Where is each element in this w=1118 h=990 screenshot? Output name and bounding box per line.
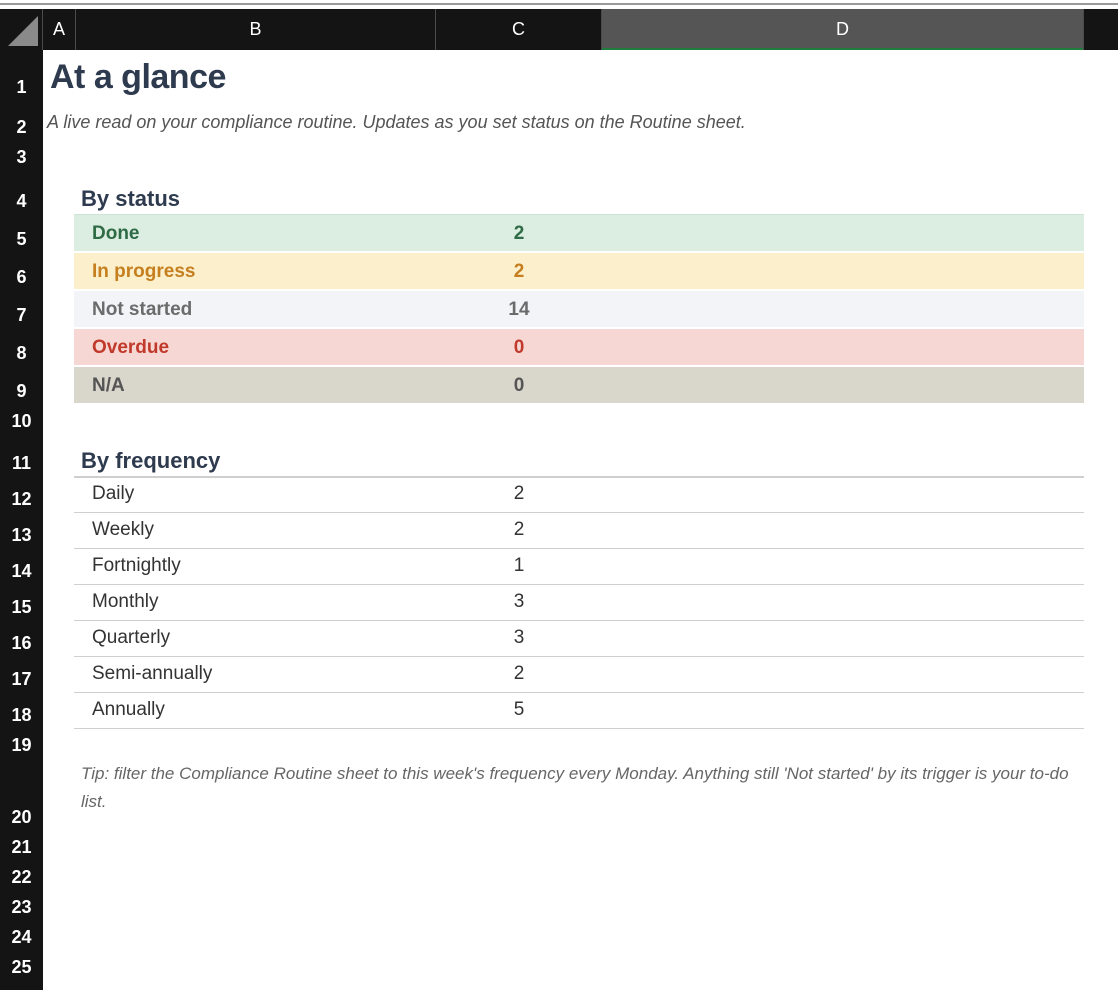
row-header-13[interactable]: 13 [11, 525, 32, 545]
row-header-8[interactable]: 8 [16, 343, 27, 363]
status-row-in-progress[interactable] [74, 253, 1084, 289]
frequency-row-semi-annually[interactable] [74, 657, 1084, 693]
frequency-row-weekly[interactable] [74, 513, 1084, 549]
frequency-row-annually[interactable] [74, 693, 1084, 729]
status-row-not-started[interactable] [74, 291, 1084, 327]
tip-note[interactable]: Tip: filter the Compliance Routine sheet to this week's frequency every Monday. Anything still 'Not started' by its trigger is your to-do list. [81, 764, 1069, 811]
frequency-label: Fortnightly [92, 555, 181, 576]
row-header-19[interactable]: 19 [11, 735, 32, 755]
frequency-row-fortnightly[interactable] [74, 549, 1084, 585]
row-header-4[interactable]: 4 [16, 191, 27, 211]
row-header-3[interactable]: 3 [16, 147, 27, 167]
frequency-label: Semi-annually [92, 663, 213, 684]
status-row-overdue[interactable] [74, 329, 1084, 365]
row-header-25[interactable]: 25 [11, 957, 32, 977]
status-count: 0 [513, 337, 525, 358]
row-header-22[interactable]: 22 [11, 867, 32, 887]
status-label: N/A [92, 375, 125, 396]
row-header-17[interactable]: 17 [11, 669, 32, 689]
select-all-corner[interactable] [0, 9, 43, 50]
status-count: 14 [508, 299, 530, 320]
status-label: Done [92, 223, 140, 244]
row-header-21[interactable]: 21 [11, 837, 32, 857]
frequency-label: Annually [92, 699, 165, 720]
status-label: Overdue [92, 337, 170, 358]
row-header-24[interactable]: 24 [11, 927, 32, 947]
row-header-9[interactable]: 9 [16, 381, 27, 401]
status-count: 0 [513, 375, 525, 396]
status-row-na[interactable] [74, 367, 1084, 403]
column-header-d[interactable]: D [602, 9, 1084, 50]
row-header-7[interactable]: 7 [16, 305, 27, 325]
frequency-label: Monthly [92, 591, 159, 612]
row-header-18[interactable]: 18 [11, 705, 32, 725]
status-label: In progress [92, 261, 196, 282]
page-subtitle[interactable]: A live read on your compliance routine. Updates as you set status on the Routine sheet. [47, 112, 746, 132]
column-header-b[interactable]: B [76, 9, 436, 50]
row-header-15[interactable]: 15 [11, 597, 32, 617]
row-header-16[interactable]: 16 [11, 633, 32, 653]
row-header-23[interactable]: 23 [11, 897, 32, 917]
status-section-heading[interactable]: By status [81, 186, 181, 211]
page-title[interactable]: At a glance [50, 58, 226, 96]
frequency-count: 2 [513, 483, 525, 504]
frequency-count: 5 [513, 699, 525, 720]
frequency-label: Daily [92, 483, 135, 504]
frequency-count: 2 [513, 519, 525, 540]
row-header-6[interactable]: 6 [16, 267, 27, 287]
status-row-done[interactable] [74, 215, 1084, 251]
frequency-row-quarterly[interactable] [74, 621, 1084, 657]
row-header-1[interactable]: 1 [16, 77, 27, 97]
column-header-filler [1084, 9, 1118, 50]
status-count: 2 [513, 223, 525, 244]
frequency-count: 3 [513, 591, 525, 612]
frequency-count: 3 [513, 627, 525, 648]
status-label: Not started [92, 299, 193, 320]
status-count: 2 [513, 261, 525, 282]
frequency-row-monthly[interactable] [74, 585, 1084, 621]
frequency-label: Weekly [92, 519, 154, 540]
row-header-14[interactable]: 14 [11, 561, 32, 581]
row-header-5[interactable]: 5 [16, 229, 27, 249]
column-header-c[interactable]: C [436, 9, 602, 50]
row-header-20[interactable]: 20 [11, 807, 32, 827]
row-header-11[interactable]: 11 [11, 453, 32, 473]
frequency-section-heading[interactable]: By frequency [81, 448, 221, 473]
frequency-count: 2 [513, 663, 525, 684]
column-header-a[interactable]: A [43, 9, 76, 50]
row-header-2[interactable]: 2 [16, 117, 27, 137]
frequency-label: Quarterly [92, 627, 171, 648]
frequency-row-daily[interactable] [74, 477, 1084, 513]
row-header-12[interactable]: 12 [11, 489, 32, 509]
row-header-10[interactable]: 10 [11, 411, 32, 431]
frequency-count: 1 [513, 555, 525, 576]
